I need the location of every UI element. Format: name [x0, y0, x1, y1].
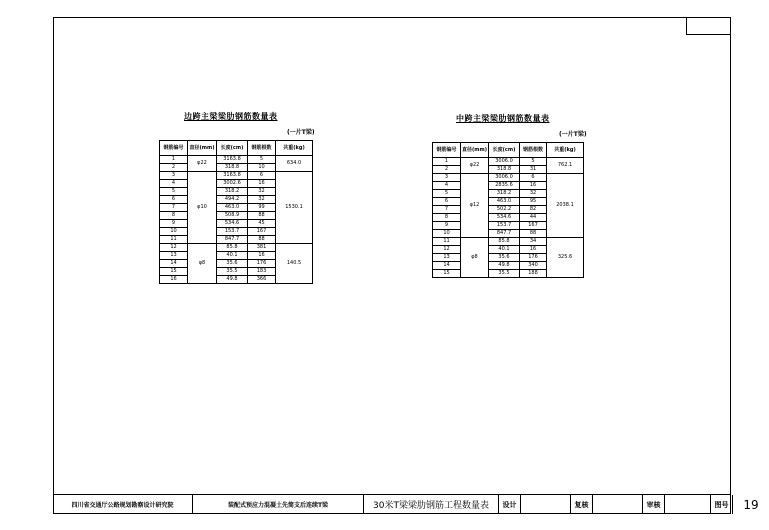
bar-no-cell: 6 — [160, 196, 188, 204]
length-cell: 3002.6 — [217, 180, 248, 188]
count-cell: 6 — [520, 174, 547, 182]
length-cell: 494.2 — [217, 196, 248, 204]
bar-no-cell: 1 — [160, 156, 188, 164]
count-cell: 32 — [248, 188, 276, 196]
count-cell: 167 — [248, 228, 276, 236]
length-cell: 85.8 — [489, 238, 520, 246]
bar-no-cell: 9 — [433, 222, 461, 230]
weight-cell: 1530.1 — [276, 172, 313, 244]
count-cell: 16 — [520, 182, 547, 190]
bar-no-cell: 7 — [433, 206, 461, 214]
diameter-cell: φ22 — [188, 156, 217, 172]
count-cell: 88 — [520, 230, 547, 238]
count-cell: 32 — [520, 190, 547, 198]
bar-no-cell: 16 — [160, 276, 188, 284]
drawing-no-label: 图号 — [711, 495, 733, 514]
bar-no-cell: 13 — [160, 252, 188, 260]
length-cell: 463.0 — [489, 198, 520, 206]
count-cell: 176 — [248, 260, 276, 268]
length-cell: 847.7 — [217, 236, 248, 244]
header-count: 钢筋根数 — [520, 143, 547, 158]
count-cell: 183 — [248, 268, 276, 276]
table-row — [433, 238, 584, 246]
count-cell: 16 — [520, 246, 547, 254]
bar-no-cell: 3 — [160, 172, 188, 180]
length-cell: 463.0 — [217, 204, 248, 212]
weight-cell: 325.6 — [547, 238, 584, 278]
bar-no-cell: 7 — [160, 204, 188, 212]
length-cell: 35.6 — [217, 260, 248, 268]
drawing-title: 30米T梁梁肋钢筋工程数量表 — [364, 495, 499, 514]
title-block — [53, 494, 759, 514]
right-table-title: 中跨主梁梁肋钢筋数量表 — [456, 114, 550, 123]
count-cell: 5 — [520, 158, 547, 166]
diameter-cell: φ8 — [461, 238, 489, 278]
length-cell: 35.5 — [489, 270, 520, 278]
diameter-cell: φ10 — [188, 172, 217, 244]
length-cell: 318.8 — [489, 166, 520, 174]
length-cell: 3163.8 — [217, 156, 248, 164]
table-row — [160, 244, 313, 252]
length-cell: 40.1 — [489, 246, 520, 254]
design-label: 设计 — [499, 495, 521, 514]
count-cell: 82 — [520, 206, 547, 214]
bar-no-cell: 9 — [160, 220, 188, 228]
length-cell: 534.6 — [217, 220, 248, 228]
bar-no-cell: 4 — [433, 182, 461, 190]
organization-name: 四川省交通厅公路规划勘察设计研究院 — [53, 495, 193, 514]
count-cell: 45 — [248, 220, 276, 228]
review-signature-box — [665, 495, 711, 514]
table-row — [160, 172, 313, 180]
bar-no-cell: 8 — [160, 212, 188, 220]
right-table-note: (一片T梁) — [559, 131, 587, 138]
count-cell: 34 — [520, 238, 547, 246]
table-header-row — [160, 141, 313, 156]
bar-no-cell: 5 — [433, 190, 461, 198]
count-cell: 99 — [248, 204, 276, 212]
count-cell: 88 — [248, 236, 276, 244]
count-cell: 5 — [248, 156, 276, 164]
bar-no-cell: 13 — [433, 254, 461, 262]
bar-no-cell: 12 — [433, 246, 461, 254]
review-label: 审核 — [643, 495, 665, 514]
length-cell: 318.8 — [217, 164, 248, 172]
table-row — [433, 174, 584, 182]
bar-no-cell: 10 — [433, 230, 461, 238]
bar-no-cell: 6 — [433, 198, 461, 206]
length-cell: 35.5 — [217, 268, 248, 276]
length-cell: 49.8 — [217, 276, 248, 284]
weight-cell: 762.1 — [547, 158, 584, 174]
drawing-no: 19 — [743, 497, 759, 512]
header-length: 长度(cm) — [489, 143, 520, 158]
project-name: 装配式预应力混凝土先简支后连续T梁 — [193, 495, 364, 514]
length-cell: 3006.0 — [489, 158, 520, 166]
count-cell: 16 — [248, 252, 276, 260]
length-cell: 153.7 — [489, 222, 520, 230]
left-table-note: (一片T梁) — [287, 129, 315, 136]
length-cell: 318.2 — [489, 190, 520, 198]
bar-no-cell: 5 — [160, 188, 188, 196]
bar-no-cell: 11 — [160, 236, 188, 244]
bar-no-cell: 10 — [160, 228, 188, 236]
diameter-cell: φ12 — [461, 174, 489, 238]
count-cell: 88 — [248, 212, 276, 220]
count-cell: 44 — [520, 214, 547, 222]
diameter-cell: φ22 — [461, 158, 489, 174]
header-weight: 共重(kg) — [276, 141, 313, 156]
left-rebar-table — [159, 140, 313, 284]
corner-label-box — [686, 17, 731, 35]
length-cell: 2835.6 — [489, 182, 520, 190]
count-cell: 188 — [520, 270, 547, 278]
header-length: 长度(cm) — [217, 141, 248, 156]
length-cell: 85.8 — [217, 244, 248, 252]
table-row — [160, 156, 313, 164]
header-diameter: 直径(mm) — [188, 141, 217, 156]
count-cell: 176 — [520, 254, 547, 262]
bar-no-cell: 12 — [160, 244, 188, 252]
check-label: 复核 — [571, 495, 593, 514]
weight-cell: 140.5 — [276, 244, 313, 284]
count-cell: 366 — [248, 276, 276, 284]
count-cell: 6 — [248, 172, 276, 180]
bar-no-cell: 2 — [433, 166, 461, 174]
count-cell: 95 — [520, 198, 547, 206]
design-signature-box — [521, 495, 571, 514]
bar-no-cell: 11 — [433, 238, 461, 246]
length-cell: 49.8 — [489, 262, 520, 270]
length-cell: 35.6 — [489, 254, 520, 262]
bar-no-cell: 15 — [433, 270, 461, 278]
bar-no-cell: 4 — [160, 180, 188, 188]
bar-no-cell: 14 — [160, 260, 188, 268]
count-cell: 32 — [248, 196, 276, 204]
bar-no-cell: 1 — [433, 158, 461, 166]
length-cell: 502.2 — [489, 206, 520, 214]
count-cell: 16 — [248, 180, 276, 188]
length-cell: 3006.0 — [489, 174, 520, 182]
weight-cell: 2038.1 — [547, 174, 584, 238]
header-weight: 共重(kg) — [547, 143, 584, 158]
bar-no-cell: 3 — [433, 174, 461, 182]
length-cell: 153.7 — [217, 228, 248, 236]
bar-no-cell: 8 — [433, 214, 461, 222]
header-count: 钢筋根数 — [248, 141, 276, 156]
drawing-border — [53, 17, 731, 514]
length-cell: 318.2 — [217, 188, 248, 196]
diameter-cell: φ8 — [188, 244, 217, 284]
count-cell: 31 — [520, 166, 547, 174]
bar-no-cell: 15 — [160, 268, 188, 276]
weight-cell: 634.0 — [276, 156, 313, 172]
count-cell: 340 — [520, 262, 547, 270]
header-bar-no: 钢筋编号 — [433, 143, 461, 158]
count-cell: 381 — [248, 244, 276, 252]
length-cell: 534.6 — [489, 214, 520, 222]
header-diameter: 直径(mm) — [461, 143, 489, 158]
right-rebar-table — [432, 142, 584, 278]
length-cell: 508.9 — [217, 212, 248, 220]
table-header-row — [433, 143, 584, 158]
left-table-title: 边跨主梁梁肋钢筋数量表 — [184, 112, 278, 121]
table-row — [433, 158, 584, 166]
bar-no-cell: 14 — [433, 262, 461, 270]
check-signature-box — [593, 495, 643, 514]
bar-no-cell: 2 — [160, 164, 188, 172]
count-cell: 10 — [248, 164, 276, 172]
length-cell: 40.1 — [217, 252, 248, 260]
count-cell: 167 — [520, 222, 547, 230]
length-cell: 3163.8 — [217, 172, 248, 180]
header-bar-no: 钢筋编号 — [160, 141, 188, 156]
length-cell: 847.7 — [489, 230, 520, 238]
